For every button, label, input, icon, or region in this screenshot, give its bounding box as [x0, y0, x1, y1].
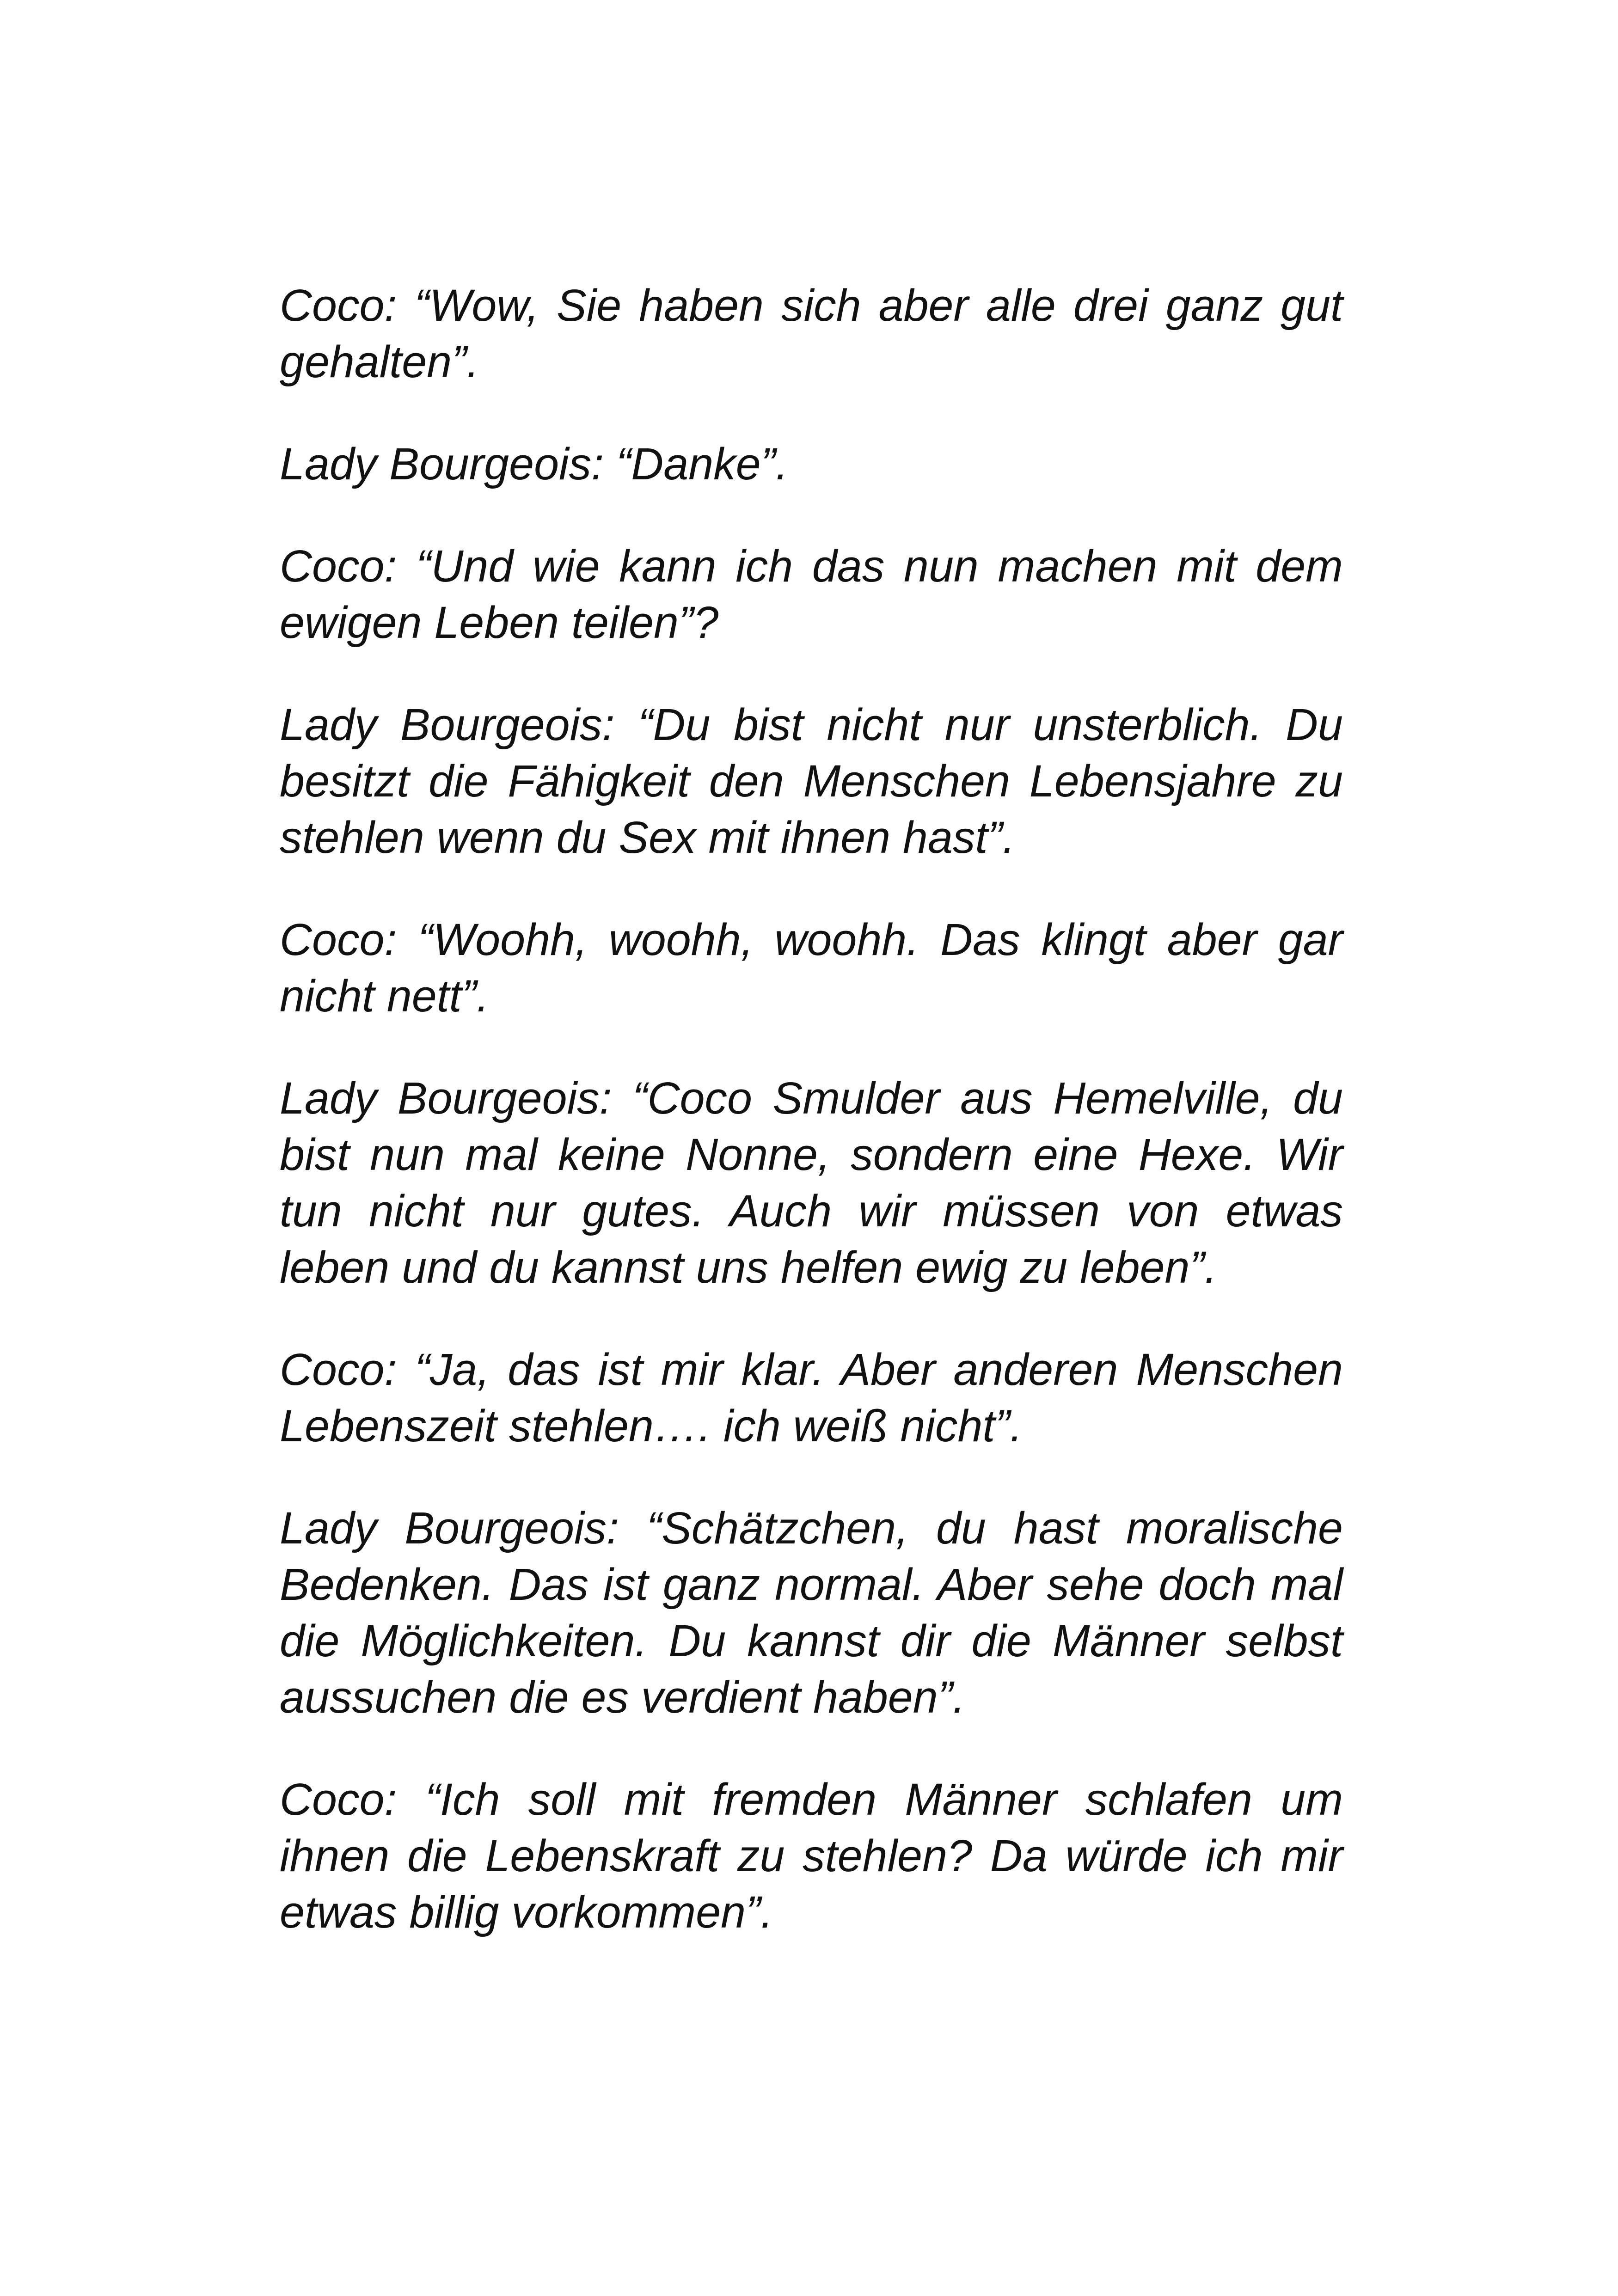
- paragraph-5: Coco: “Woohh, woohh, woohh. Das klingt aber gar nicht nett”.: [280, 914, 1343, 1021]
- paragraph-1: Coco: “Wow, Sie haben sich aber alle drei ganz gut gehalten”.: [280, 280, 1343, 387]
- paragraph-3: Coco: “Und wie kann ich das nun machen mit dem ewigen Leben teilen”?: [280, 541, 1343, 648]
- paragraph-9: Coco: “Ich soll mit fremden Männer schlafen um ihnen die Lebenskraft zu stehlen? Da würde ich mir etwas billig vorkommen”.: [280, 1774, 1343, 1937]
- paragraph-4: Lady Bourgeois: “Du bist nicht nur unsterblich. Du besitzt die Fähigkeit den Menschen Lebensjahre zu stehlen wenn du Sex mit ihnen hast”.: [280, 699, 1343, 863]
- paragraph-6: Lady Bourgeois: “Coco Smulder aus Hemelville, du bist nun mal keine Nonne, sondern eine Hexe. Wir tun nicht nur gutes. Auch wir müssen von etwas leben und du kannst uns helfen ewig zu leben”.: [280, 1073, 1343, 1292]
- paragraph-7: Coco: “Ja, das ist mir klar. Aber anderen Menschen Lebenszeit stehlen…. ich weiß nicht”.: [280, 1344, 1343, 1451]
- paragraph-8: Lady Bourgeois: “Schätzchen, du hast moralische Bedenken. Das ist ganz normal. Aber sehe doch mal die Möglichkeiten. Du kannst dir die Männer selbst aussuchen die es verdient haben”.: [280, 1503, 1343, 1722]
- paragraph-2: Lady Bourgeois: “Danke”.: [280, 439, 788, 489]
- dialogue-text: [280, 277, 1343, 1986]
